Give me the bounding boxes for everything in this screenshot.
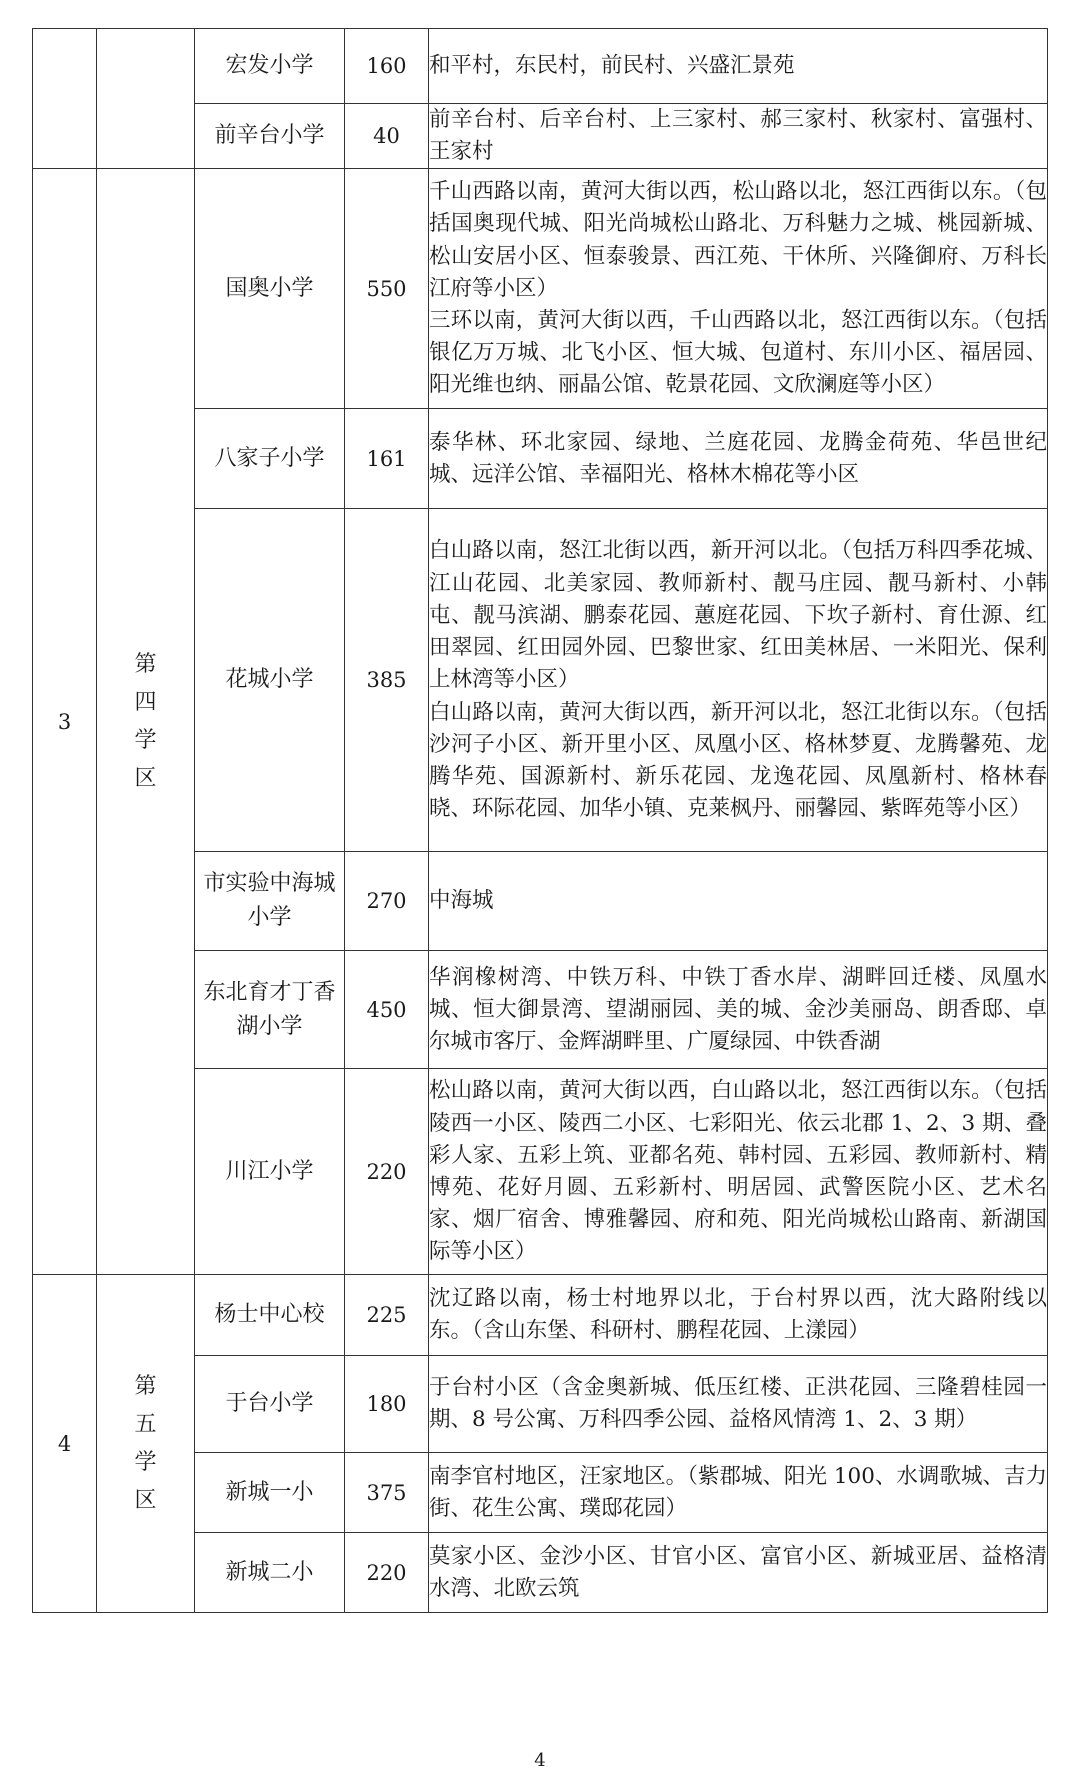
enrollment-count-cell: 161 bbox=[345, 409, 429, 509]
catchment-area-cell bbox=[429, 169, 1048, 409]
catchment-area-cell bbox=[429, 951, 1048, 1069]
catchment-area-cell bbox=[429, 509, 1048, 852]
enrollment-count-cell: 270 bbox=[345, 852, 429, 951]
page-number: 4 bbox=[534, 1750, 546, 1771]
catchment-area-cell bbox=[429, 1356, 1048, 1453]
school-name-cell: 新城一小 bbox=[195, 1453, 345, 1533]
school-name-cell: 于台小学 bbox=[195, 1356, 345, 1453]
school-district-table bbox=[32, 28, 1048, 1613]
table-row bbox=[33, 29, 1048, 104]
school-name-cell: 杨士中心校 bbox=[195, 1275, 345, 1356]
area-text: 于台村小区（含金奥新城、低压红楼、正洪花园、三隆碧桂园一期、8 号公寓、万科四季公园、益格风情湾 1、2、3 期） bbox=[429, 1375, 1047, 1433]
catchment-area-cell bbox=[429, 852, 1048, 951]
school-name-cell: 花城小学 bbox=[195, 509, 345, 852]
area-text: 南李官村地区，汪家地区。（紫郡城、阳光 100、水调歌城、吉力街、花生公寓、璞邸花园） bbox=[429, 1463, 1047, 1521]
index-cell bbox=[33, 29, 97, 169]
enrollment-count-cell: 385 bbox=[345, 509, 429, 852]
enrollment-count-cell: 450 bbox=[345, 951, 429, 1069]
area-text: 松山路以南，黄河大街以西，白山路以北，怒江西街以东。（包括陵西一小区、陵西二小区、七彩阳光、依云北郡 1、2、3 期、叠彩人家、五彩上筑、亚都名苑、韩村园、五彩园、教师新村、精博苑、花好月圆、五彩新村、明居园、武警医院小区、艺术名家、烟厂宿舍、博雅馨园、府和苑、阳光尚城松山路南、新湖国际等小区） bbox=[429, 1078, 1047, 1265]
catchment-area-cell bbox=[429, 29, 1048, 104]
area-text: 和平村，东民村，前民村、兴盛汇景苑 bbox=[429, 52, 795, 78]
area-text: 前辛台村、后辛台村、上三家村、郝三家村、秋家村、富强村、王家村 bbox=[429, 107, 1047, 165]
school-name-cell: 市实验中海城小学 bbox=[195, 852, 345, 951]
district-cell bbox=[97, 1275, 195, 1613]
catchment-area-cell bbox=[429, 1275, 1048, 1356]
enrollment-count-cell: 40 bbox=[345, 104, 429, 169]
school-name-cell: 宏发小学 bbox=[195, 29, 345, 104]
table-row bbox=[33, 1275, 1048, 1356]
index-cell: 3 bbox=[33, 169, 97, 1275]
school-name-cell: 八家子小学 bbox=[195, 409, 345, 509]
school-name-cell: 川江小学 bbox=[195, 1069, 345, 1275]
area-text: 莫家小区、金沙小区、甘官小区、富官小区、新城亚居、益格清水湾、北欧云筑 bbox=[429, 1543, 1047, 1601]
enrollment-count-cell: 375 bbox=[345, 1453, 429, 1533]
school-name-cell: 新城二小 bbox=[195, 1533, 345, 1613]
catchment-area-cell bbox=[429, 104, 1048, 169]
enrollment-count-cell: 160 bbox=[345, 29, 429, 104]
area-text: 华润橡树湾、中铁万科、中铁丁香水岸、湖畔回迁楼、凤凰水城、恒大御景湾、望湖丽园、美的城、金沙美丽岛、朗香邸、卓尔城市客厅、金辉湖畔里、广厦绿园、中铁香湖 bbox=[429, 964, 1047, 1054]
area-text: 泰华林、环北家园、绿地、兰庭花园、龙腾金荷苑、华邑世纪城、远洋公馆、幸福阳光、格林木棉花等小区 bbox=[429, 429, 1047, 487]
area-text: 白山路以南，黄河大街以西，新开河以北，怒江北街以东。（包括沙河子小区、新开里小区、凤凰小区、格林梦夏、龙腾馨苑、龙腾华苑、国源新村、新乐花园、龙逸花园、凤凰新村、格林春晓、环际花园、加华小镇、克莱枫丹、丽馨园、紫晖苑等小区） bbox=[429, 699, 1047, 822]
index-cell: 4 bbox=[33, 1275, 97, 1613]
catchment-area-cell bbox=[429, 1533, 1048, 1613]
district-cell bbox=[97, 169, 195, 1275]
area-text: 白山路以南，怒江北街以西，新开河以北。（包括万科四季花城、江山花园、北美家园、教师新村、靓马庄园、靓马新村、小韩屯、靓马滨湖、鹏泰花园、蕙庭花园、下坎子新村、育仕源、红田翠园、红田园外园、巴黎世家、红田美林居、一米阳光、保利上林湾等小区） bbox=[429, 538, 1047, 693]
school-name-cell: 东北育才丁香湖小学 bbox=[195, 951, 345, 1069]
district-cell bbox=[97, 29, 195, 169]
enrollment-count-cell: 550 bbox=[345, 169, 429, 409]
enrollment-count-cell: 220 bbox=[345, 1069, 429, 1275]
district-name: 第四学区 bbox=[134, 651, 157, 791]
enrollment-count-cell: 220 bbox=[345, 1533, 429, 1613]
area-text: 千山西路以南，黄河大街以西，松山路以北，怒江西街以东。（包括国奥现代城、阳光尚城松山路北、万科魅力之城、桃园新城、松山安居小区、恒泰骏景、西江苑、干休所、兴隆御府、万科长江府等小区） bbox=[429, 179, 1047, 301]
enrollment-count-cell: 225 bbox=[345, 1275, 429, 1356]
table-row bbox=[33, 169, 1048, 409]
catchment-area-cell bbox=[429, 1069, 1048, 1275]
catchment-area-cell bbox=[429, 1453, 1048, 1533]
district-name: 第五学区 bbox=[134, 1373, 157, 1513]
catchment-area-cell bbox=[429, 409, 1048, 509]
school-name-cell: 前辛台小学 bbox=[195, 104, 345, 169]
area-text: 三环以南，黄河大街以西，千山西路以北，怒江西街以东。（包括银亿万万城、北飞小区、恒大城、包道村、东川小区、福居园、阳光维也纳、丽晶公馆、乾景花园、文欣澜庭等小区） bbox=[429, 308, 1047, 398]
school-name-cell: 国奥小学 bbox=[195, 169, 345, 409]
area-text: 中海城 bbox=[429, 888, 494, 914]
area-text: 沈辽路以南，杨士村地界以北，于台村界以西，沈大路附线以东。（含山东堡、科研村、鹏程花园、上漾园） bbox=[429, 1286, 1047, 1344]
enrollment-count-cell: 180 bbox=[345, 1356, 429, 1453]
